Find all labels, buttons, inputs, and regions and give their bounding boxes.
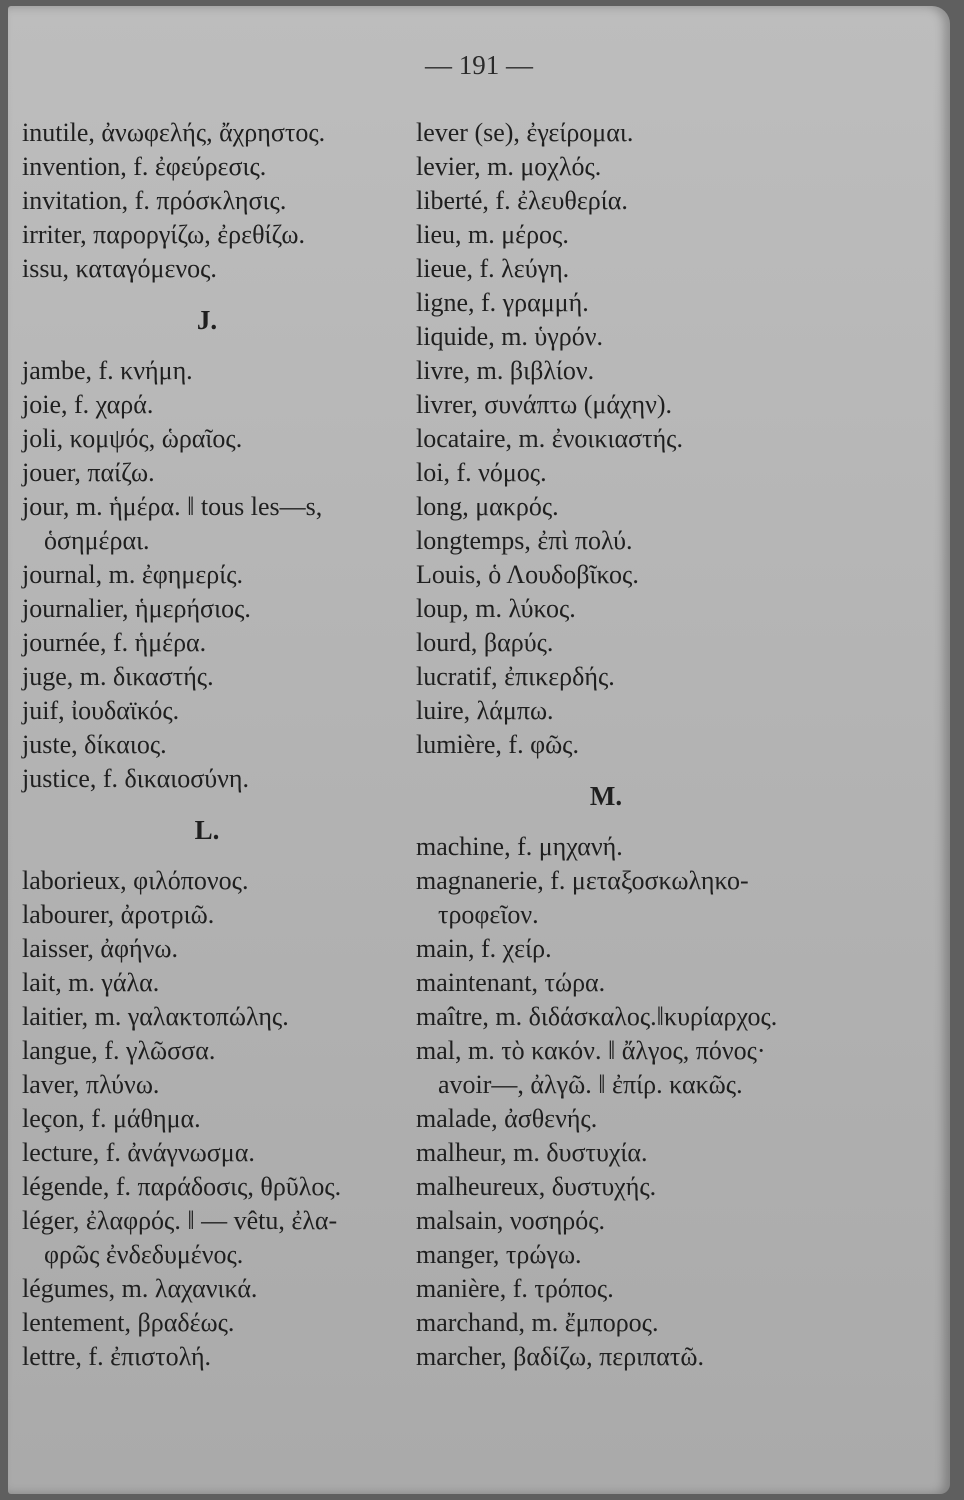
dictionary-entry: luire, λάμπω. [416,696,554,725]
dictionary-entry: malheur, m. δυστυχία. [416,1138,648,1167]
dictionary-entry: joli, κομψός, ὡραῖος. [22,424,243,453]
book-page [8,6,950,1494]
dictionary-entry: léger, ἐλαφρός. ‖ — vêtu, ἐλα- [22,1206,338,1235]
dictionary-entry: légumes, m. λαχανικά. [22,1274,258,1303]
dictionary-entry: lettre, f. ἐπιστολή. [22,1342,212,1371]
dictionary-entry: ligne, f. γραμμή. [416,288,589,317]
dictionary-entry: juste, δίκαιος. [22,730,167,759]
dictionary-entry: machine, f. μηχανή. [416,832,623,861]
dictionary-entry: lieu, m. μέρος. [416,220,569,249]
left-column [22,116,402,1374]
dictionary-entry: lourd, βαρύς. [416,628,554,657]
dictionary-entry: langue, f. γλῶσσα. [22,1036,216,1065]
dictionary-entry: juge, m. δικαστής. [22,662,214,691]
dictionary-entry: légende, f. παράδοσις, θρῦλος. [22,1172,342,1201]
dictionary-entry: loup, m. λύκος. [416,594,576,623]
dictionary-entry: joie, f. χαρά. [22,390,154,419]
dictionary-entry: invention, f. ἐφεύρεσις. [22,152,267,181]
dictionary-entry: lecture, f. ἀνάγνωσμα. [22,1138,255,1167]
dictionary-entry: journée, f. ἡμέρα. [22,628,207,657]
dictionary-entry: malade, ἀσθενής. [416,1104,598,1133]
dictionary-entry: livre, m. βιβλίον. [416,356,595,385]
dictionary-entry: long, μακρός. [416,492,559,521]
dictionary-entry: journal, m. ἐφημερίς. [22,560,244,589]
dictionary-entry: jambe, f. κνήμη. [22,356,193,385]
dictionary-entry: invitation, f. πρόσκλησις. [22,186,287,215]
dictionary-entry-continuation: avoir—, ἀλγῶ. ‖ ἐπίρ. κακῶς. [438,1070,743,1099]
dictionary-entry: labourer, ἀροτριῶ. [22,900,215,929]
dictionary-entry: lentement, βραδέως. [22,1308,235,1337]
dictionary-entry: inutile, ἀνωφελής, ἄχρηστος. [22,118,326,147]
dictionary-entry: marchand, m. ἔμπορος. [416,1308,659,1337]
dictionary-entry: lever (se), ἐγείρομαι. [416,118,634,147]
dictionary-entry: juif, ἰουδαϊκός. [22,696,180,725]
dictionary-entry: jouer, παίζω. [22,458,155,487]
dictionary-entry: loi, f. νόμος. [416,458,547,487]
dictionary-entry: laisser, ἀφήνω. [22,934,178,963]
dictionary-entry: longtemps, ἐπὶ πολύ. [416,526,633,555]
dictionary-entry: laver, πλύνω. [22,1070,160,1099]
dictionary-entry: laitier, m. γαλακτοπώλης. [22,1002,289,1031]
dictionary-entry: jour, m. ἡμέρα. ‖ tous les—s, [22,492,323,521]
dictionary-entry: laborieux, φιλόπονος. [22,866,249,895]
dictionary-entry: marcher, βαδίζω, περιπατῶ. [416,1342,704,1371]
dictionary-entry: lucratif, ἐπικερδής. [416,662,615,691]
dictionary-entry: maître, m. διδάσκαλος.‖κυρίαρχος. [416,1002,778,1031]
dictionary-entry: Louis, ὁ Λουδοβῖκος. [416,560,639,589]
dictionary-entry: malheureux, δυστυχής. [416,1172,657,1201]
dictionary-entry-continuation: φρῶς ἐνδεδυμένος. [44,1240,244,1269]
dictionary-entry: journalier, ἡμερήσιος. [22,594,251,623]
dictionary-entry: livrer, συνάπτω (μάχην). [416,390,672,419]
dictionary-entry: magnanerie, f. μεταξοσκωληκο- [416,866,749,895]
dictionary-entry: malsain, νοσηρός. [416,1206,606,1235]
dictionary-entry: issu, καταγόμενος. [22,254,217,283]
dictionary-entry: main, f. χείρ. [416,934,552,963]
dictionary-entry: mal, m. τὸ κακόν. ‖ ἄλγος, πόνος· [416,1036,766,1065]
dictionary-entry: locataire, m. ἐνοικιαστής. [416,424,683,453]
dictionary-entry: lumière, f. φῶς. [416,730,579,759]
section-heading-j: J. [196,305,218,335]
page-number: — 191 — [425,50,533,80]
dictionary-entry-continuation: ὁσημέραι. [44,526,150,555]
right-column [416,116,816,1374]
dictionary-entry: justice, f. δικαιοσύνη. [22,764,250,793]
dictionary-entry: manière, f. τρόπος. [416,1274,614,1303]
section-heading-m: M. [589,781,623,811]
dictionary-entry: manger, τρώγω. [416,1240,582,1269]
dictionary-entry: leçon, f. μάθημα. [22,1104,201,1133]
dictionary-entry: maintenant, τώρα. [416,968,606,997]
dictionary-entry: liquide, m. ὑγρόν. [416,322,604,351]
dictionary-entry-continuation: τροφεῖον. [438,900,539,929]
section-heading-l: L. [194,815,220,845]
dictionary-entry: lieue, f. λεύγη. [416,254,570,283]
dictionary-entry: liberté, f. ἐλευθερία. [416,186,628,215]
dictionary-entry: irriter, παροργίζω, ἐρεθίζω. [22,220,305,249]
dictionary-entry: lait, m. γάλα. [22,968,160,997]
dictionary-entry: levier, m. μοχλός. [416,152,602,181]
